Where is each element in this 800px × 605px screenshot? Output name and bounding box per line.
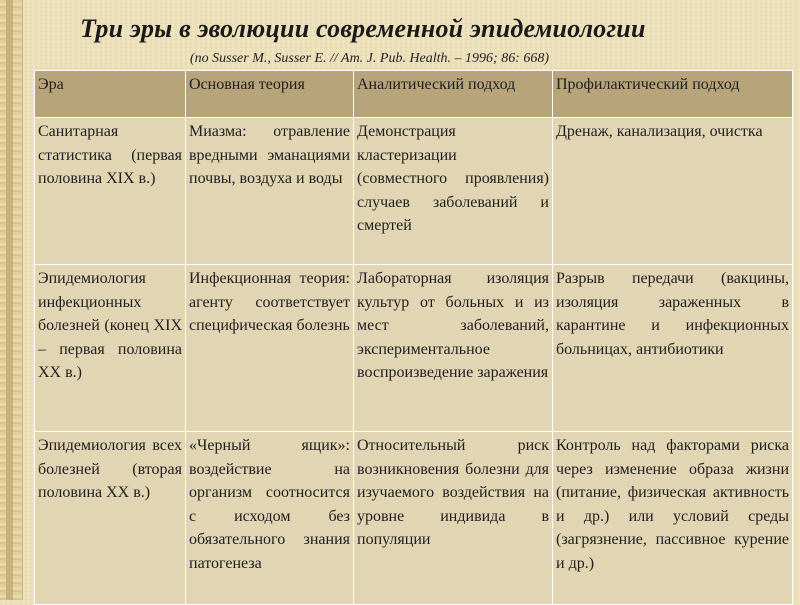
cell-analytic: Лабораторная изоляция культур от больных и из мест заболеваний, экспериментальное воспроизведение заражения	[354, 265, 553, 432]
header-era: Эра	[35, 71, 186, 118]
cell-analytic: Демонстрация кластеризации (совместного проявления) случаев заболеваний и смертей	[354, 118, 553, 265]
eras-table	[34, 70, 793, 605]
decorative-left-strip	[0, 0, 23, 600]
slide-subtitle: (по Susser M., Susser E. // Am. J. Pub. Health. – 1996; 86: 668)	[190, 51, 550, 66]
decorative-bar	[6, 0, 13, 600]
header-main-theory: Основная теория	[186, 71, 354, 118]
cell-era: Эпидемиология инфекционных болезней (конец XIX – первая половина XX в.)	[35, 265, 186, 432]
table-row	[35, 265, 793, 432]
header-preventive-approach: Профилактический подход	[553, 71, 793, 118]
table-row	[35, 432, 793, 605]
header-analytic-approach: Аналитический подход	[354, 71, 553, 118]
cell-theory: Миазма: отравление вредными эманациями почвы, воздуха и воды	[186, 118, 354, 265]
cell-theory: «Черный ящик»: воздействие на организм соотносится с исходом без обязательного знания патогенеза	[186, 432, 354, 605]
cell-era: Эпидемиология всех болезней (вторая половина XX в.)	[35, 432, 186, 605]
cell-preventive: Дренаж, канализация, очистка	[553, 118, 793, 265]
cell-preventive: Разрыв передачи (вакцины, изоляция зараженных в карантине и инфекционных больницах, антибиотики	[553, 265, 793, 432]
cell-analytic: Относительный риск возникновения болезни для изучаемого воздействия на уровне индивида в популяции	[354, 432, 553, 605]
cell-preventive: Контроль над факторами риска через изменение образа жизни (питание, физическая активность и др.) или условий среды (загрязнение, пассивное курение и др.)	[553, 432, 793, 605]
cell-era: Санитарная статистика (первая половина XIX в.)	[35, 118, 186, 265]
cell-theory: Инфекционная теория: агенту соответствует специфическая болезнь	[186, 265, 354, 432]
slide-title: Три эры в эволюции современной эпидемиологии	[80, 14, 646, 43]
table-header-row	[35, 71, 793, 118]
table-row	[35, 118, 793, 265]
